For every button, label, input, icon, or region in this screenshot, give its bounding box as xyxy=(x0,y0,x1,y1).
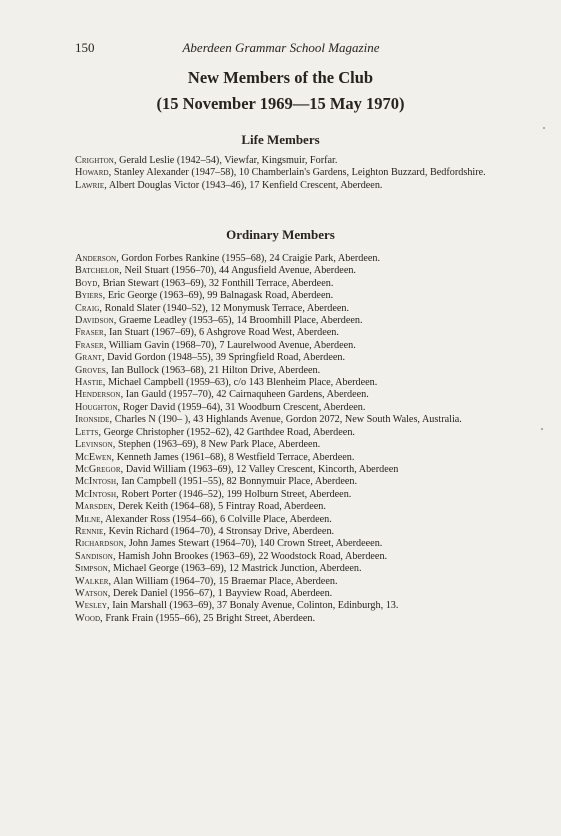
member-surname: Milne, xyxy=(75,513,104,525)
member-details: Iain Marshall (1963–69), 37 Bonaly Avenue, Colinton, Edinburgh, 13. xyxy=(109,600,399,612)
member-details: George Christopher (1952–62), 42 Garthdee Road, Aberdeen. xyxy=(101,426,355,438)
member-surname: Levinson, xyxy=(75,439,116,451)
member-entry xyxy=(75,167,487,179)
member-surname: Boyd, xyxy=(75,277,101,289)
member-surname: McEwen, xyxy=(75,451,115,463)
member-details: Ian Campbell (1951–55), 82 Bonnymuir Place, Aberdeen. xyxy=(118,476,358,488)
member-surname: Henderson, xyxy=(75,389,124,401)
member-surname: McIntosh, xyxy=(75,476,119,488)
member-surname: Rennie, xyxy=(75,525,107,537)
member-surname: Groves, xyxy=(75,364,109,376)
member-surname: Houghton, xyxy=(75,401,121,413)
member-entry xyxy=(75,340,487,352)
member-entry xyxy=(75,600,487,612)
member-surname: McGregor, xyxy=(75,463,124,475)
member-surname: Wood, xyxy=(75,612,103,624)
member-entry xyxy=(75,514,487,526)
member-details: Ian Stuart (1967–69), 6 Ashgrove Road West, Aberdeen. xyxy=(106,327,339,339)
member-entry xyxy=(75,439,487,451)
member-surname: Marsden, xyxy=(75,501,116,513)
member-details: Charles N (190– ), 43 Highlands Avenue, Gordon 2072, New South Wales, Australia. xyxy=(112,414,462,426)
member-details: William Gavin (1968–70), 7 Laurelwood Avenue, Aberdeen. xyxy=(106,339,356,351)
journal-title: Aberdeen Grammar School Magazine xyxy=(182,40,380,55)
date-range-subtitle: (15 November 1969—15 May 1970) xyxy=(156,94,405,113)
member-details: Ian Bullock (1963–68), 21 Hilton Drive, Aberdeen. xyxy=(108,364,321,376)
member-details: John James Stewart (1964–70), 140 Crown Street, Aberdeeen. xyxy=(126,538,383,550)
member-surname: Lawrie, xyxy=(75,179,107,191)
member-details: Neil Stuart (1956–70), 44 Angusfield Avenue, Aberdeen. xyxy=(121,265,356,277)
member-details: Ian Gauld (1957–70), 42 Cairnaquheen Gardens, Aberdeen. xyxy=(123,389,369,401)
member-surname: Wesley, xyxy=(75,600,110,612)
member-surname: Simpson, xyxy=(75,563,111,575)
member-surname: Davidson, xyxy=(75,315,117,327)
member-details: Stanley Alexander (1947–58), 10 Chamberlain's Gardens, Leighton Buzzard, Bedfordshire. xyxy=(111,167,486,179)
member-surname: Fraser, xyxy=(75,339,107,351)
member-details: Alan William (1964–70), 15 Braemar Place, Aberdeen. xyxy=(111,575,338,587)
member-details: Alexander Ross (1954–66), 6 Colville Place, Aberdeen. xyxy=(103,513,332,525)
member-entry xyxy=(75,526,487,538)
page-title: New Members of the Club xyxy=(187,68,374,87)
member-details: Stephen (1963–69), 8 New Park Place, Aberdeen. xyxy=(115,439,321,451)
member-entry xyxy=(75,265,487,277)
member-entry xyxy=(75,377,487,389)
member-entry xyxy=(75,414,487,426)
ordinary-members-list xyxy=(75,253,487,625)
member-surname: Anderson, xyxy=(75,253,119,264)
member-surname: Howard, xyxy=(75,167,112,179)
member-details: Roger David (1959–64), 31 Woodburn Crescent, Aberdeen. xyxy=(120,401,366,413)
member-entry xyxy=(75,427,487,439)
member-details: Michael Campbell (1959–63), c/o 143 Blenheim Place, Aberdeen. xyxy=(105,377,378,389)
ordinary-members-heading: Ordinary Members xyxy=(226,227,335,242)
member-entry xyxy=(75,464,487,476)
member-entry xyxy=(75,315,487,327)
member-entry xyxy=(75,538,487,550)
member-entry xyxy=(75,489,487,501)
member-surname: Hastie, xyxy=(75,377,106,389)
member-entry xyxy=(75,303,487,315)
member-surname: McIntosh, xyxy=(75,488,119,500)
member-surname: Letts, xyxy=(75,426,102,438)
member-entry xyxy=(75,476,487,488)
member-details: David Gordon (1948–55), 39 Springfield Road, Aberdeen. xyxy=(104,352,346,364)
member-surname: Watson, xyxy=(75,587,111,599)
member-details: Kenneth James (1961–68), 8 Westfield Terrace, Aberdeen. xyxy=(114,451,355,463)
paper-speck xyxy=(543,127,545,129)
member-details: Eric George (1963–69), 99 Balnagask Road, Aberdeen. xyxy=(105,290,334,302)
member-entry xyxy=(75,180,487,192)
member-entry xyxy=(75,402,487,414)
member-details: Albert Douglas Victor (1943–46), 17 Kenfield Crescent, Aberdeen. xyxy=(106,179,383,191)
member-surname: Fraser, xyxy=(75,327,107,339)
member-surname: Sandison, xyxy=(75,550,116,562)
running-head xyxy=(75,40,487,58)
member-entry xyxy=(75,576,487,588)
member-surname: Batchelor, xyxy=(75,265,122,277)
paper-speck xyxy=(541,428,543,430)
member-entry xyxy=(75,278,487,290)
member-entry xyxy=(75,613,487,625)
member-details: David William (1963–69), 12 Valley Crescent, Kincorth, Aberdeen xyxy=(123,463,399,475)
member-entry xyxy=(75,253,487,265)
member-entry xyxy=(75,501,487,513)
member-entry xyxy=(75,551,487,563)
member-entry xyxy=(75,290,487,302)
member-surname: Ironside, xyxy=(75,414,113,426)
member-details: Frank Frain (1955–66), 25 Bright Street, Aberdeen. xyxy=(102,612,316,624)
member-details: Derek Keith (1964–68), 5 Fintray Road, Aberdeen. xyxy=(115,501,326,513)
member-entry xyxy=(75,452,487,464)
member-details: Hamish John Brookes (1963–69), 22 Woodstock Road, Aberdeen. xyxy=(115,550,388,562)
member-entry xyxy=(75,352,487,364)
member-entry xyxy=(75,588,487,600)
member-entry xyxy=(75,563,487,575)
member-surname: Byiers, xyxy=(75,290,106,302)
member-details: Derek Daniel (1956–67), 1 Bayview Road, Aberdeen. xyxy=(110,587,333,599)
member-surname: Grant, xyxy=(75,352,105,364)
member-details: Graeme Leadley (1953–65), 14 Broomhill Place, Aberdeen. xyxy=(116,315,363,327)
member-surname: Richardson, xyxy=(75,538,127,550)
member-entry xyxy=(75,365,487,377)
member-surname: Crighton, xyxy=(75,155,117,166)
life-members-heading: Life Members xyxy=(241,132,320,147)
member-entry xyxy=(75,327,487,339)
member-details: Kevin Richard (1964–70), 4 Stronsay Drive, Aberdeen. xyxy=(106,525,335,537)
member-details: Gordon Forbes Rankine (1955–68), 24 Craigie Park, Aberdeen. xyxy=(118,253,381,264)
member-entry xyxy=(75,389,487,401)
member-surname: Craig, xyxy=(75,302,103,314)
member-details: Ronald Slater (1940–52), 12 Monymusk Terrace, Aberdeen. xyxy=(102,302,349,314)
member-details: Brian Stewart (1963–69), 32 Fonthill Terrace, Aberdeen. xyxy=(100,277,334,289)
member-details: Michael George (1963–69), 12 Mastrick Junction, Aberdeen. xyxy=(110,563,362,575)
member-surname: Walker, xyxy=(75,575,112,587)
life-members-list xyxy=(75,155,487,192)
member-details: Robert Porter (1946–52), 199 Holburn Street, Aberdeen. xyxy=(118,488,352,500)
member-entry xyxy=(75,155,487,167)
member-details: Gerald Leslie (1942–54), Viewfar, Kingsmuir, Forfar. xyxy=(116,155,338,166)
page-number: 150 xyxy=(75,40,95,55)
